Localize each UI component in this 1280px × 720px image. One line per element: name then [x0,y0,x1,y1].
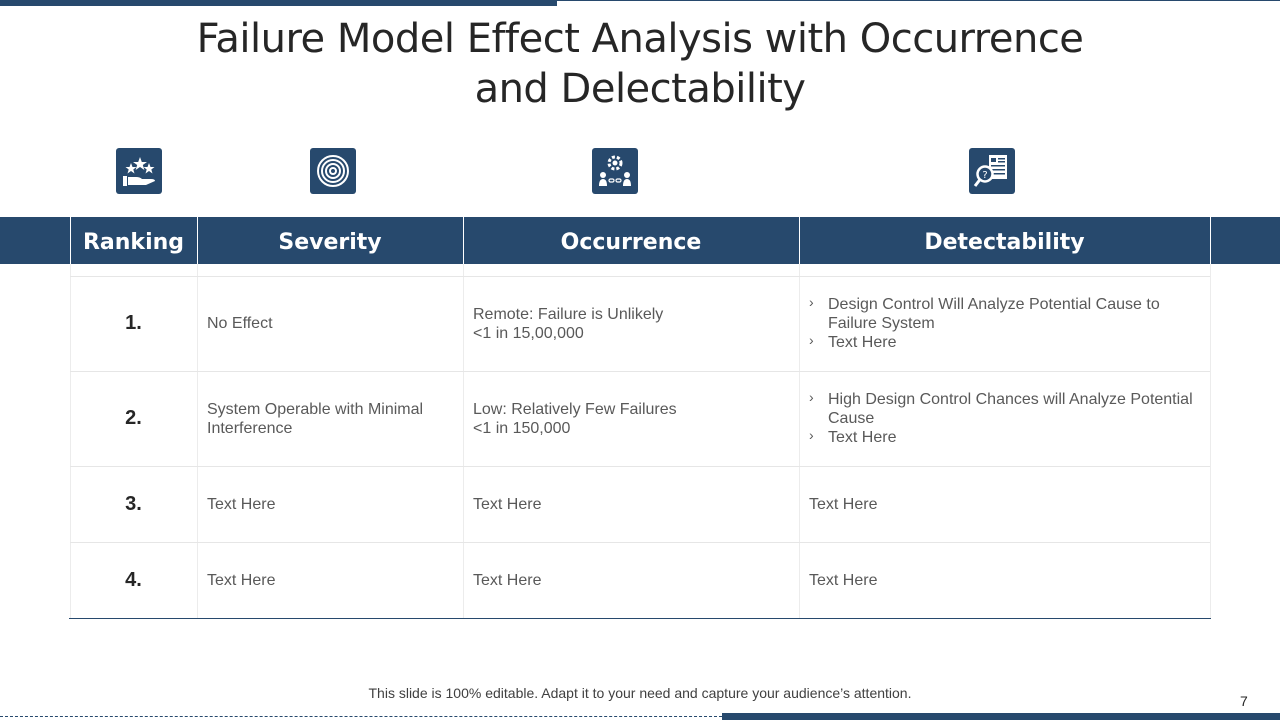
header-severity: Severity [278,230,382,255]
table-bottom-rule [69,618,1211,619]
rank-cell: 3. [125,492,142,515]
list-item: › Design Control Will Analyze Potential Cause to Failure System [809,295,1205,333]
severity-cell: Text Here [207,495,276,513]
footer-note: This slide is 100% editable. Adapt it to your need and capture your audience’s attention. [368,685,912,701]
top-accent-line [557,0,1280,1]
detectability-list [809,295,1205,352]
detectability-cell: Text Here [809,571,878,589]
column-divider [197,264,198,619]
header-detectability: Detectability [924,230,1085,255]
detectability-cell [809,276,1205,371]
list-item: › Text Here [809,428,1205,447]
severity-cell: System Operable with Minimal Interference [207,400,424,437]
title-line-2: and Delectability [474,66,806,112]
svg-text:?: ? [982,170,988,181]
column-divider [799,264,800,619]
occurrence-line-1: Low: Relatively Few Failures [473,400,677,418]
rank-cell: 4. [125,568,142,591]
occurrence-line-1: Remote: Failure is Unlikely [473,305,664,323]
severity-cell: Text Here [207,571,276,589]
detectability-list [809,390,1205,447]
slide-title [100,14,1180,114]
header-ranking: Ranking [82,230,185,255]
list-item: › Text Here [809,333,1205,352]
rank-cell: 1. [125,312,142,334]
detectability-cell: Text Here [809,495,878,513]
header-occurrence: Occurrence [560,230,702,255]
column-divider [1210,264,1211,619]
occurrence-cell [473,371,793,466]
bottom-dotted-line [0,716,722,717]
occurrence-cell: Text Here [473,571,542,589]
rank-cell: 2. [125,407,142,429]
top-accent-bar [0,0,557,6]
list-item: › High Design Control Chances will Analyze Potential Cause [809,390,1205,428]
header-separator [1210,217,1211,264]
document-magnifier-icon [969,148,1015,194]
title-line-1: Failure Model Effect Analysis with Occurrence [196,16,1084,62]
occurrence-cell: Text Here [473,495,542,513]
detectability-cell [809,371,1205,466]
stars-hand-icon [116,148,162,194]
gear-people-icon [592,148,638,194]
occurrence-line-2: <1 in 15,00,000 [473,324,584,342]
page-number: 7 [1240,693,1248,709]
occurrence-line-2: <1 in 150,000 [473,419,571,437]
severity-cell: No Effect [207,315,273,332]
target-spiral-icon [310,148,356,194]
bottom-accent-bar [722,713,1280,720]
occurrence-cell [473,276,793,371]
column-divider [463,264,464,619]
